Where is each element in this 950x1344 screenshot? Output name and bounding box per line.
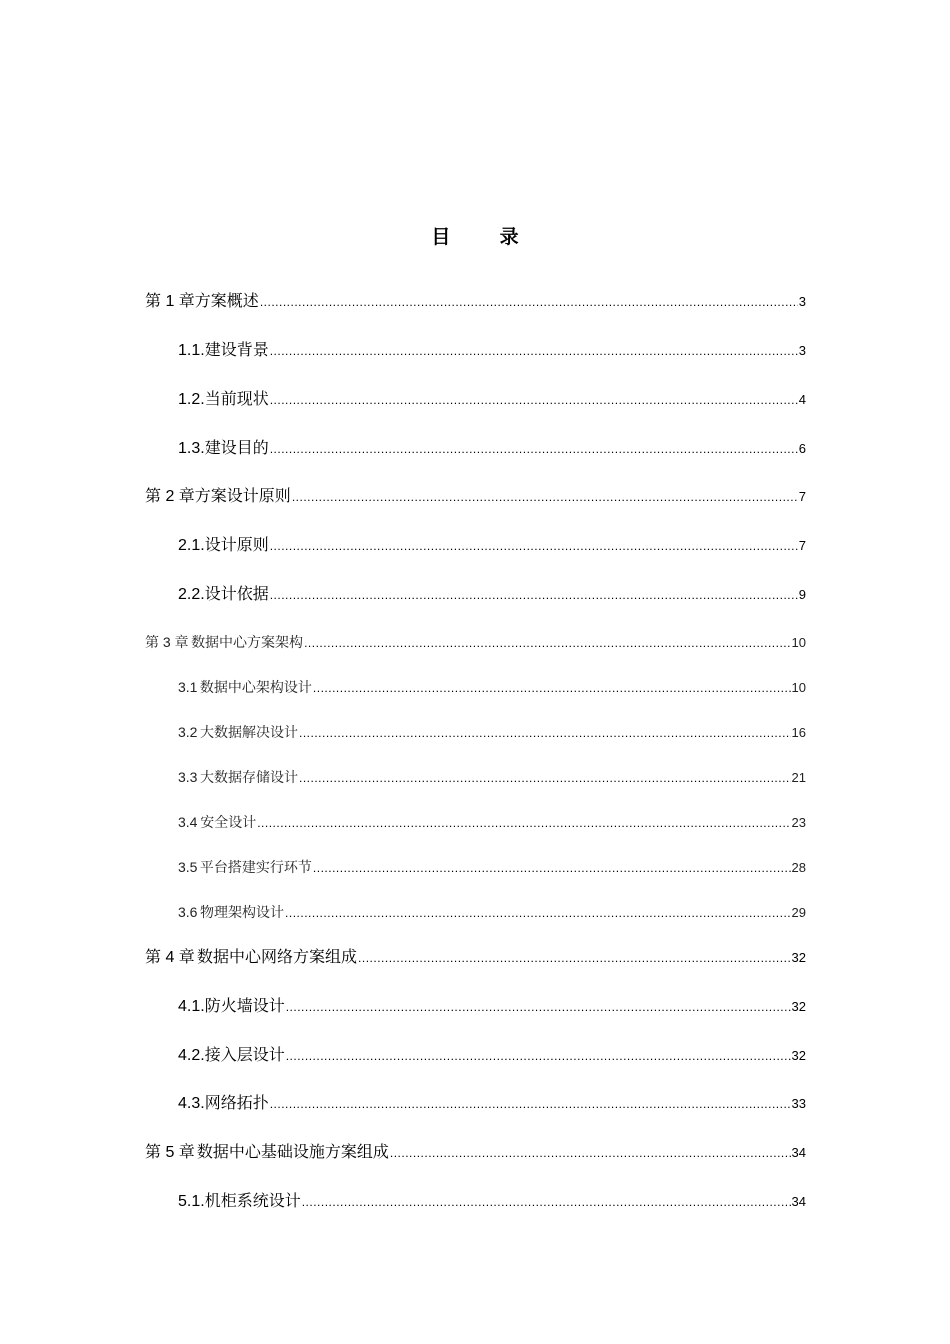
toc-entry-chapter-5[interactable] [145,1142,806,1164]
toc-entry-label: 方案设计原则 [194,488,291,505]
toc-entry-page: 3 [798,294,806,309]
toc-entry-page: 6 [798,441,806,456]
toc-entry-chapter-3[interactable] [145,632,806,652]
toc-entry-label: 设计依据 [204,586,269,603]
toc-entry-page: 10 [791,680,806,695]
leader-dots [286,996,791,1018]
toc-entry-label: 大数据存储设计 [199,769,298,785]
toc-entry-3-3[interactable] [178,767,806,787]
leader-dots [260,291,798,313]
toc-entry-3-4[interactable] [178,812,806,832]
leader-dots [358,947,791,969]
toc-entry-4-1[interactable] [178,996,806,1018]
toc-entry-page: 34 [791,1145,806,1160]
toc-entry-number: 第 4 章 [145,949,195,966]
leader-dots [390,1142,791,1164]
toc-entry-1-3[interactable] [178,438,806,460]
toc-entry-chapter-2[interactable] [145,486,806,508]
toc-entry-number: 2.1. [178,537,205,554]
toc-entry-number: 3.3 [178,769,198,785]
leader-dots [313,678,791,698]
leader-dots [299,768,791,788]
toc-entry-3-2[interactable] [178,722,806,742]
toc-entry-number: 第 5 章 [145,1144,195,1161]
leader-dots [257,813,790,833]
leader-dots [270,1093,791,1115]
toc-entry-page: 34 [791,1194,806,1209]
toc-entry-label: 设计原则 [204,537,269,554]
leader-dots [313,858,791,878]
toc-entry-label: 平台搭建实行环节 [199,859,312,875]
toc-entry-page: 7 [798,489,806,504]
toc-entry-label: 安全设计 [200,814,257,830]
toc-entry-label: 建设背景 [204,342,269,359]
toc-entry-page: 4 [798,392,806,407]
toc-entry-number: 2.2. [178,586,205,603]
toc-entry-page: 29 [791,905,806,920]
toc-entry-page: 28 [791,860,806,875]
toc-entry-4-2[interactable] [178,1045,806,1067]
toc-entry-label: 方案概述 [194,293,259,310]
toc-entry-page: 16 [791,725,806,740]
toc-entry-2-2[interactable] [178,584,806,606]
toc-entry-chapter-4[interactable] [145,947,806,969]
toc-entry-number: 第 1 章 [145,293,195,310]
leader-dots [285,903,790,923]
leader-dots [270,389,798,411]
leader-dots [270,584,798,606]
leader-dots [292,486,798,508]
toc-entry-3-6[interactable] [178,902,806,922]
toc-entry-number: 1.2. [178,391,205,408]
toc-entry-page: 32 [791,1048,806,1063]
toc-entry-page: 32 [791,950,806,965]
toc-entry-page: 7 [798,538,806,553]
toc-entry-1-2[interactable] [178,389,806,411]
toc-entry-number: 3.2 [178,724,198,740]
toc-entry-4-3[interactable] [178,1093,806,1115]
toc-entry-3-5[interactable] [178,857,806,877]
leader-dots [270,438,798,460]
toc-entry-label: 物理架构设计 [200,904,285,920]
toc-entry-number: 4.1. [178,998,205,1015]
toc-entry-number: 4.2. [178,1047,205,1064]
toc-entry-label: 数据中心方案架构 [191,634,304,650]
toc-entry-label: 大数据解决设计 [199,724,298,740]
toc-entry-number: 第 2 章 [145,488,195,505]
toc-entry-2-1[interactable] [178,535,806,557]
leader-dots [286,1045,791,1067]
leader-dots [299,723,791,743]
page-title: 目 录 [431,227,541,248]
toc-entry-page: 9 [798,587,806,602]
toc-entry-number: 5.1. [178,1193,205,1210]
toc-entry-1-1[interactable] [178,340,806,362]
toc-entry-number: 3.6 [178,904,198,920]
leader-dots [304,633,790,653]
toc-entry-number: 第 3 章 [145,634,189,650]
toc-entry-page: 3 [798,343,806,358]
toc-entry-number: 3.1 [178,679,198,695]
toc-entry-5-1[interactable] [178,1191,806,1213]
toc-entry-number: 3.5 [178,859,198,875]
toc-entry-label: 数据中心架构设计 [199,679,312,695]
toc-entry-label: 网络拓扑 [204,1095,269,1112]
toc-entry-page: 21 [791,770,806,785]
leader-dots [270,535,798,557]
toc-entry-number: 1.3. [178,440,205,457]
toc-entry-label: 建设目的 [204,440,269,457]
toc-entry-label: 接入层设计 [204,1047,285,1064]
toc-entry-page: 10 [791,635,806,650]
toc-entry-page: 32 [791,999,806,1014]
toc-entry-number: 3.4 [178,814,198,830]
leader-dots [302,1191,791,1213]
toc-entry-chapter-1[interactable] [145,291,806,313]
toc-entry-number: 4.3. [178,1095,205,1112]
toc-entry-number: 1.1. [178,342,205,359]
toc-entry-label: 数据中心网络方案组成 [197,949,358,966]
toc-entry-label: 当前现状 [204,391,269,408]
toc-entry-label: 机柜系统设计 [204,1193,301,1210]
toc-entry-label: 数据中心基础设施方案组成 [196,1144,389,1161]
toc-entry-label: 防火墙设计 [204,998,285,1015]
toc-entry-page: 33 [791,1096,806,1111]
toc-entry-page: 23 [791,815,806,830]
toc-entry-3-1[interactable] [178,677,806,697]
leader-dots [270,340,798,362]
